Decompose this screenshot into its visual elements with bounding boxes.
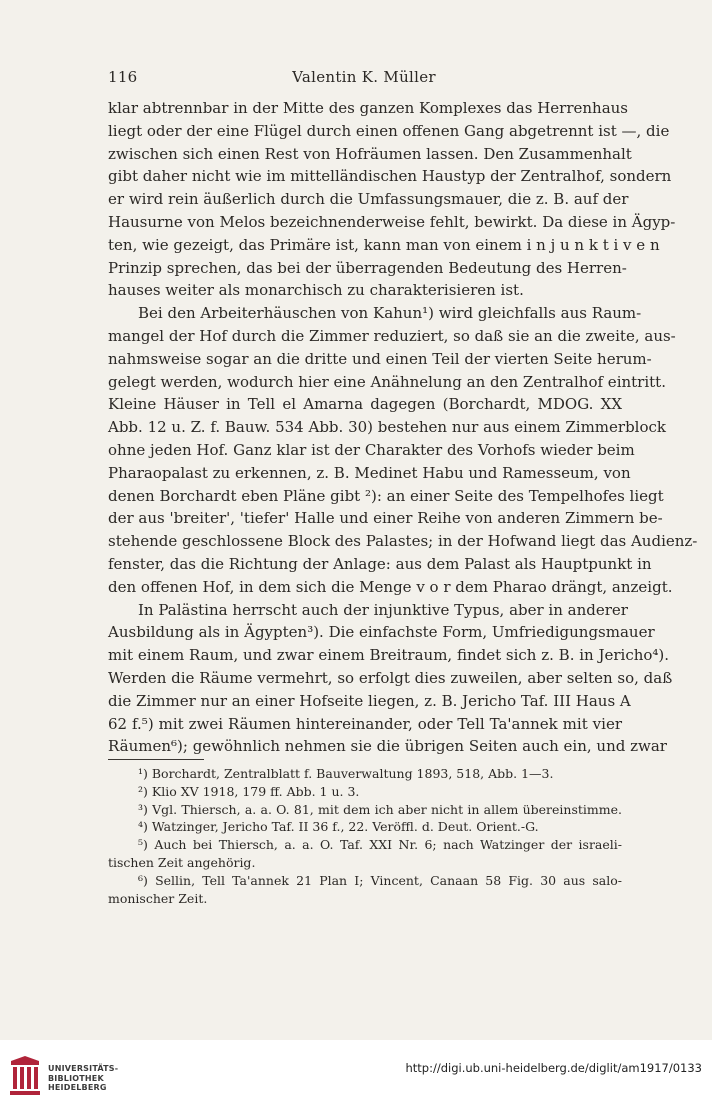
body-line: nahmsweise sogar an die dritte und einen Teil der vierten Seite herum- xyxy=(108,349,652,368)
body-line: mangel der Hof durch die Zimmer reduziert, so daß sie an die zweite, aus- xyxy=(108,326,676,345)
body-line: Ausbildung als in Ägypten³). Die einfachste Form, Umfriedigungsmauer xyxy=(108,623,655,642)
body-line: gelegt werden, wodurch hier eine Anähnelung an den Zentralhof eintritt. xyxy=(108,372,666,391)
institution-line: BIBLIOTHEK xyxy=(48,1073,104,1083)
body-line: Pharaopalast zu erkennen, z. B. Medinet Habu und Ramesseum, von xyxy=(108,463,631,482)
body-line: liegt oder der eine Flügel durch einen offenen Gang abgetrennt ist —, die xyxy=(108,121,670,140)
footnote-line: monischer Zeit. xyxy=(108,890,208,906)
body-line: Räumen⁶); gewöhnlich nehmen sie die übrigen Seiten auch ein, und zwar xyxy=(108,737,667,756)
footnote-line: ⁶) Sellin, Tell Ta'annek 21 Plan I; Vincent, Canaan 58 Fig. 30 aus salo- xyxy=(138,872,622,888)
body-line: fenster, das die Richtung der Anlage: aus dem Palast als Hauptpunkt in xyxy=(108,554,652,573)
body-line: In Palästina herrscht auch der injunktive Typus, aber in anderer xyxy=(138,600,628,619)
body-line: er wird rein äußerlich durch die Umfassungsmauer, die z. B. auf der xyxy=(108,190,629,209)
footnote-line: ⁴) Watzinger, Jericho Taf. II 36 f., 22. Veröffl. d. Deut. Orient.-G. xyxy=(138,819,539,835)
body-line: Kleine Häuser in Tell el Amarna dagegen (Borchardt, MDOG. XX xyxy=(108,395,622,414)
body-line: Bei den Arbeiterhäuschen von Kahun¹) wird gleichfalls aus Raum- xyxy=(138,304,642,323)
body-line: der aus 'breiter', 'tiefer' Halle und einer Reihe von anderen Zimmern be- xyxy=(108,509,663,528)
footnote-line: ⁵) Auch bei Thiersch, a. a. O. Taf. XXI Nr. 6; nach Watzinger der israeli- xyxy=(138,837,622,853)
permalink-url[interactable]: http://digi.ub.uni-heidelberg.de/diglit/am1917/0133 xyxy=(405,1061,702,1075)
body-line: Hausurne von Melos bezeichnenderweise fehlt, bewirkt. Da diese in Ägyp- xyxy=(108,212,676,231)
footnotes xyxy=(108,765,622,907)
body-line: denen Borchardt eben Pläne gibt ²): an einer Seite des Tempelhofes liegt xyxy=(108,486,664,505)
running-head: Valentin K. Müller xyxy=(292,68,436,86)
page-header xyxy=(108,68,620,90)
body-line: den offenen Hof, in dem sich die Menge v o r dem Pharao drängt, anzeigt. xyxy=(108,577,673,596)
body-line: klar abtrennbar in der Mitte des ganzen Komplexes das Herrenhaus xyxy=(108,99,628,117)
footnote-line: tischen Zeit angehörig. xyxy=(108,854,256,870)
body-line: ohne jeden Hof. Ganz klar ist der Charakter des Vorhofs wieder beim xyxy=(108,440,635,459)
body-line: die Zimmer nur an einer Hofseite liegen, z. B. Jericho Taf. III Haus A xyxy=(108,691,631,710)
body-line: gibt daher nicht wie im mittelländischen Haustyp der Zentralhof, sondern xyxy=(108,167,672,186)
body-line: ten, wie gezeigt, das Primäre ist, kann man von einem i n j u n k t i v e n xyxy=(108,235,660,254)
body-line: hauses weiter als monarchisch zu charakterisieren ist. xyxy=(108,281,524,300)
body-line: Werden die Räume vermehrt, so erfolgt dies zuweilen, aber selten so, daß xyxy=(108,668,673,687)
footnote-divider xyxy=(108,759,204,760)
body-line: mit einem Raum, und zwar einem Breitraum, findet sich z. B. in Jericho⁴). xyxy=(108,646,670,665)
body-line: Abb. 12 u. Z. f. Bauw. 534 Abb. 30) bestehen nur aus einem Zimmerblock xyxy=(108,418,666,437)
body-line: 62 f.⁵) mit zwei Räumen hintereinander, oder Tell Ta'annek mit vier xyxy=(108,714,622,733)
university-library-logo-icon[interactable] xyxy=(8,1055,42,1097)
page-number: 116 xyxy=(108,68,138,86)
body-line: zwischen sich einen Rest von Hofräumen lassen. Den Zusammenhalt xyxy=(108,144,632,163)
institution-line: HEIDELBERG xyxy=(48,1083,107,1092)
footnote-line: ²) Klio XV 1918, 179 ff. Abb. 1 u. 3. xyxy=(138,783,360,799)
body-text xyxy=(108,97,698,758)
institution-line: UNIVERSITÄTS- xyxy=(48,1064,119,1073)
body-line: Prinzip sprechen, das bei der überragenden Bedeutung des Herren- xyxy=(108,258,627,277)
institution-name xyxy=(48,1064,118,1093)
footnote-line: ³) Vgl. Thiersch, a. a. O. 81, mit dem ich aber nicht in allem übereinstimme. xyxy=(138,801,622,817)
footnote-line: ¹) Borchardt, Zentralblatt f. Bauverwaltung 1893, 518, Abb. 1—3. xyxy=(138,766,554,781)
body-line: stehende geschlossene Block des Palastes; in der Hofwand liegt das Audienz- xyxy=(108,532,698,551)
